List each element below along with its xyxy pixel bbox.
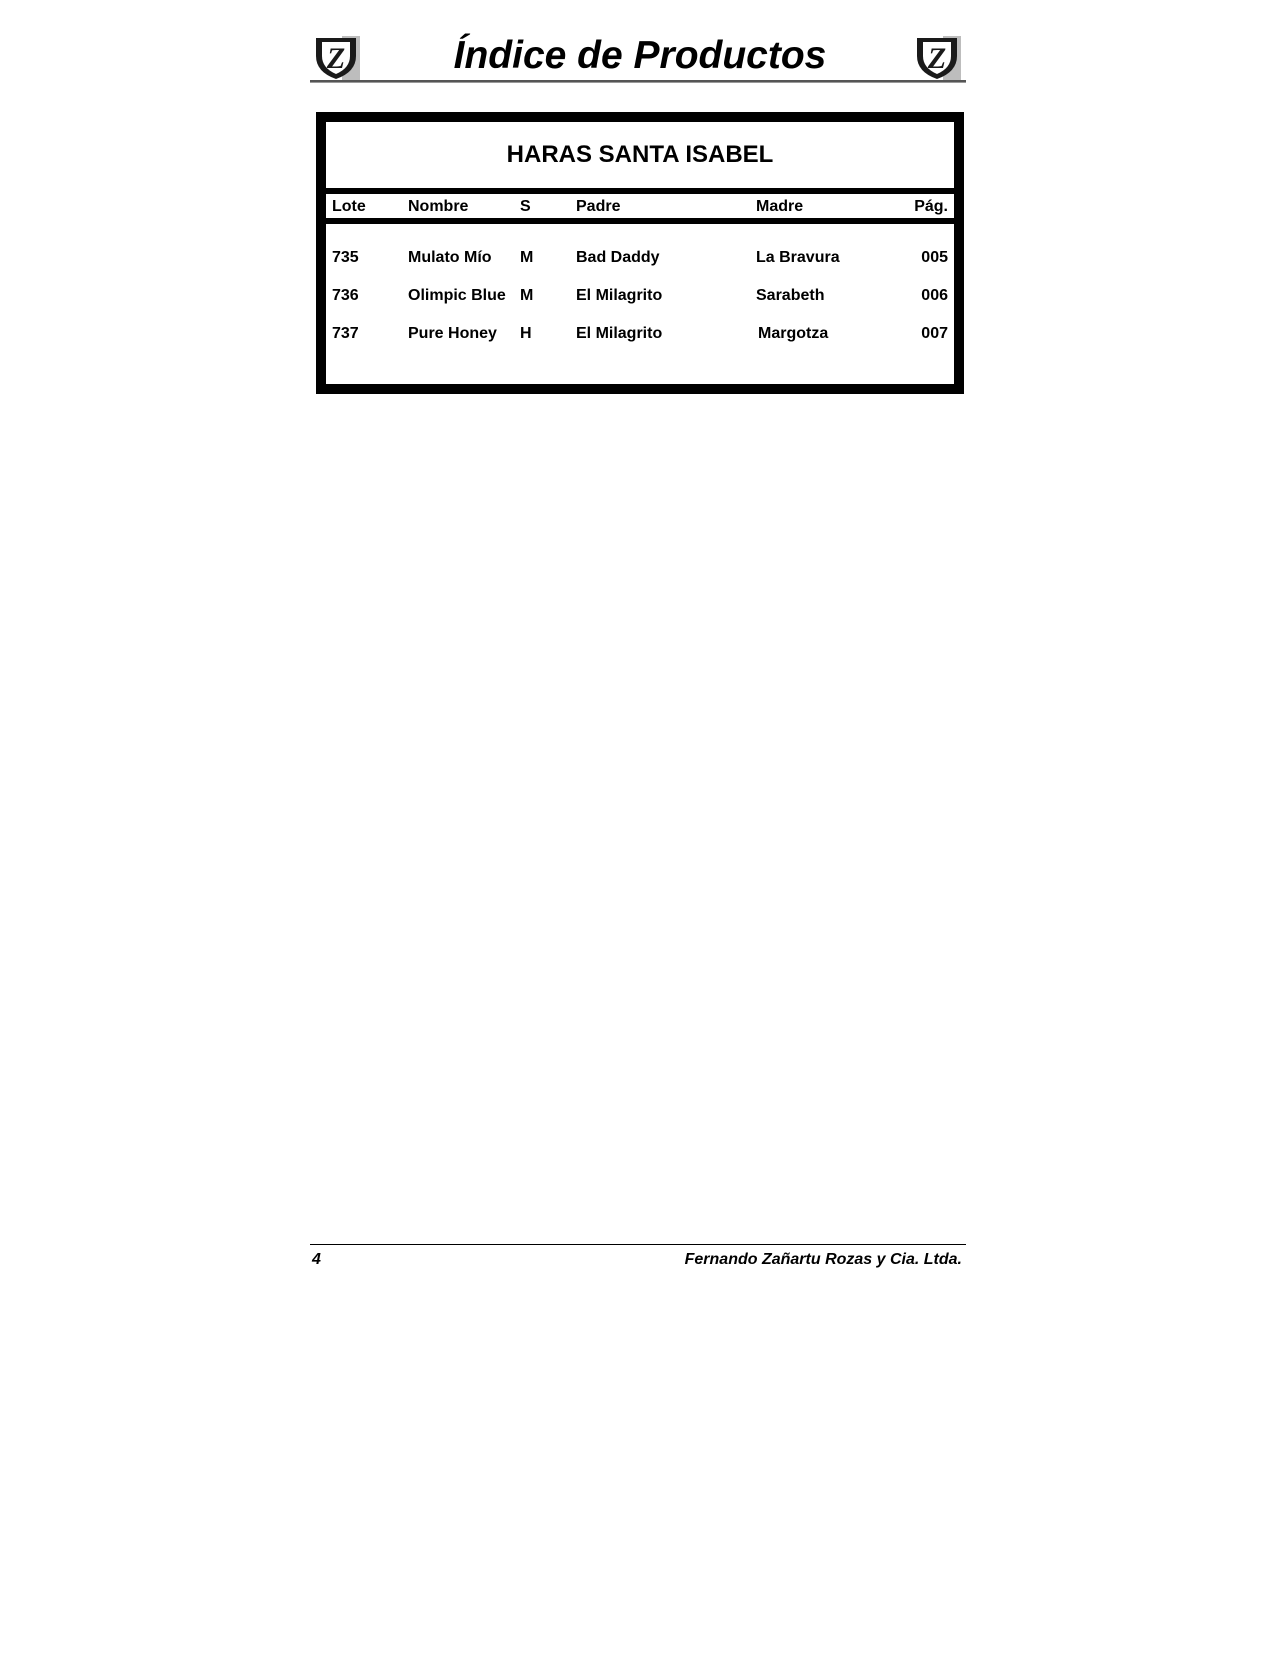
cell-nombre: Pure Honey xyxy=(408,325,497,342)
product-index-table xyxy=(316,112,964,394)
column-header-lote: Lote xyxy=(332,198,366,215)
cell-lote: 736 xyxy=(332,287,359,304)
column-header-padre: Padre xyxy=(576,198,621,215)
svg-text:Z: Z xyxy=(927,42,947,75)
table-header-row xyxy=(326,194,954,218)
cell-s: M xyxy=(520,249,534,266)
cell-nombre: Olimpic Blue xyxy=(408,287,506,304)
shield-logo-icon xyxy=(913,32,963,82)
cell-padre: Bad Daddy xyxy=(576,249,660,266)
cell-padre: El Milagrito xyxy=(576,325,663,342)
cell-padre: El Milagrito xyxy=(576,287,663,304)
column-header-madre: Madre xyxy=(756,198,804,215)
column-header-nombre: Nombre xyxy=(408,198,469,215)
column-header-s: S xyxy=(520,198,531,215)
page-title: Índice de Productos xyxy=(453,34,827,77)
company-logo-left xyxy=(312,32,362,82)
cell-s: M xyxy=(520,287,534,304)
company-logo-right xyxy=(913,32,963,82)
svg-text:Z: Z xyxy=(326,42,346,75)
cell-nombre: Mulato Mío xyxy=(408,249,492,266)
page-number: 4 xyxy=(312,1251,321,1268)
cell-lote: 735 xyxy=(332,249,359,266)
table-row xyxy=(326,248,954,270)
table-row xyxy=(326,324,954,346)
cell-s: H xyxy=(520,325,532,342)
company-name: Fernando Zañartu Rozas y Cia. Ltda. xyxy=(684,1251,962,1268)
table-title: HARAS SANTA ISABEL xyxy=(326,122,954,188)
cell-pag: 006 xyxy=(921,287,948,304)
cell-madre: La Bravura xyxy=(756,249,840,266)
footer-divider xyxy=(310,1244,966,1245)
table-body xyxy=(326,224,954,384)
cell-pag: 005 xyxy=(921,249,948,266)
column-header-pag: Pág. xyxy=(914,198,948,215)
header-divider xyxy=(310,80,966,83)
cell-lote: 737 xyxy=(332,325,359,342)
cell-madre: Margotza xyxy=(758,325,829,342)
cell-pag: 007 xyxy=(921,325,948,342)
cell-madre: Sarabeth xyxy=(756,287,825,304)
table-row xyxy=(326,286,954,308)
shield-logo-icon xyxy=(312,32,362,82)
